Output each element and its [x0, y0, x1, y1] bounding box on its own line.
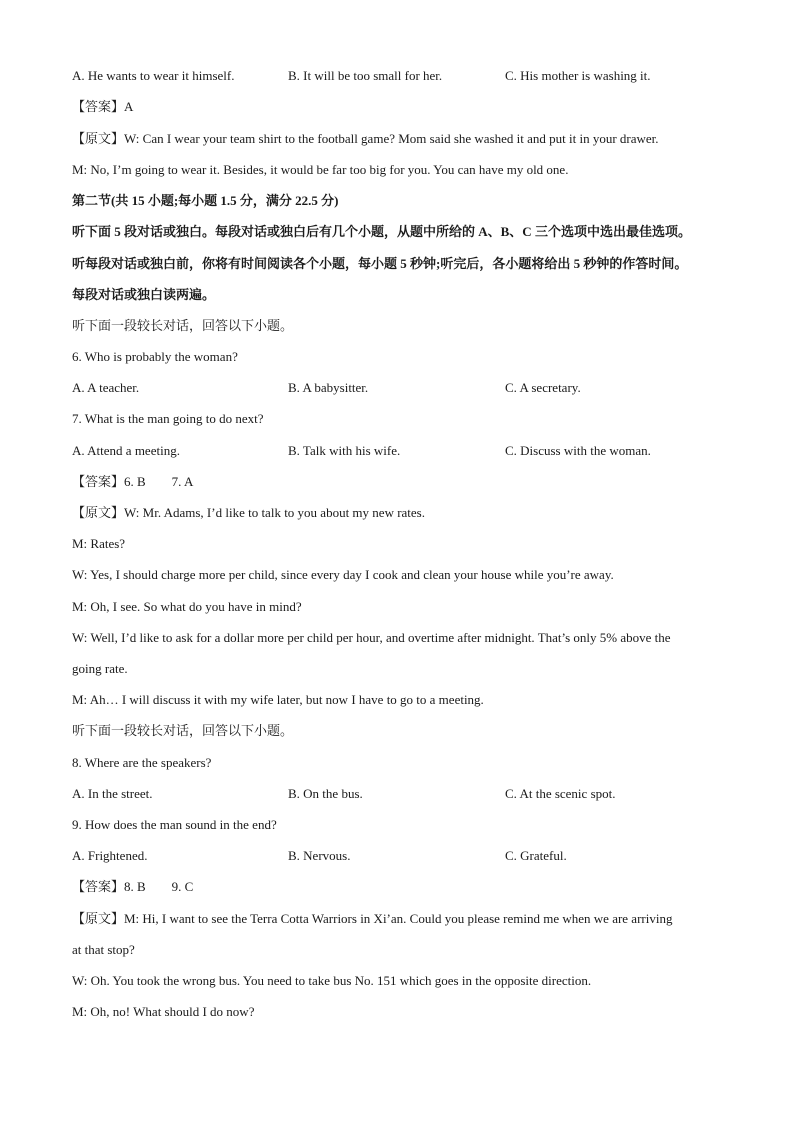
- q9-option-b: B. Nervous.: [288, 848, 351, 863]
- q5-option-c: C. His mother is washing it.: [505, 68, 651, 83]
- answer-q5: 【答案】A: [72, 99, 134, 114]
- q7-stem: 7. What is the man going to do next?: [72, 411, 264, 426]
- answer-q6-q7: [72, 473, 732, 491]
- transcript-q6-q7-line-7: M: Ah… I will discuss it with my wife later, but now I have to go to a meeting.: [72, 692, 484, 707]
- q5-option-a: A. He wants to wear it himself.: [72, 68, 235, 83]
- answer-q8-q9: [72, 878, 732, 896]
- q6-stem: 6. Who is probably the woman?: [72, 349, 238, 364]
- q7-option-b: B. Talk with his wife.: [288, 443, 401, 458]
- answer-q9: 9. C: [171, 879, 194, 894]
- section-2-instruction-2: 听每段对话或独白前，你将有时间阅读各个小题，每小题 5 秒钟;听完后，各小题将给出 5 秒钟的作答时间。: [72, 256, 688, 271]
- q8-stem: 8. Where are the speakers?: [72, 755, 212, 770]
- q9-option-c: C. Grateful.: [505, 848, 567, 863]
- section-2-instruction-3: 每段对话或独白读两遍。: [72, 287, 216, 302]
- q6-option-a: A. A teacher.: [72, 380, 140, 395]
- q8-option-b: B. On the bus.: [288, 786, 363, 801]
- q9-stem: 9. How does the man sound in the end?: [72, 817, 277, 832]
- transcript-q6-q7-line-3: W: Yes, I should charge more per child, since every day I cook and clean your house while you’re away.: [72, 567, 614, 582]
- section-2-instruction-1: 听下面 5 段对话或独白。每段对话或独白后有几个小题，从题中所给的 A、B、C 三个选项中选出最佳选项。: [72, 224, 691, 239]
- transcript-q6-q7-line-5: W: Well, I’d like to ask for a dollar more per child per hour, and overtime after midnight. That’s only 5% above the: [72, 630, 671, 645]
- q5-option-b: B. It will be too small for her.: [288, 68, 443, 83]
- transcript-q8-q9-line-1: 【原文】M: Hi, I want to see the Terra Cotta Warriors in Xi’an. Could you please remind me when we are arriving: [72, 911, 673, 926]
- answer-q8: 【答案】8. B: [72, 879, 146, 894]
- answer-q6: 【答案】6. B: [72, 474, 146, 489]
- q9-option-a: A. Frightened.: [72, 848, 148, 863]
- transcript-q6-q7-line-2: M: Rates?: [72, 536, 126, 551]
- q6-option-b: B. A babysitter.: [288, 380, 369, 395]
- transcript-q6-q7-line-4: M: Oh, I see. So what do you have in mind?: [72, 599, 302, 614]
- dialogue-lead-1: 听下面一段较长对话，回答以下小题。: [72, 318, 294, 333]
- transcript-q5-line-1: 【原文】W: Can I wear your team shirt to the football game? Mom said she washed it and put it in your drawer.: [72, 131, 659, 146]
- q6-option-c: C. A secretary.: [505, 380, 581, 395]
- transcript-q8-q9-line-2: at that stop?: [72, 942, 135, 957]
- q7-option-a: A. Attend a meeting.: [72, 443, 180, 458]
- q8-option-a: A. In the street.: [72, 786, 153, 801]
- transcript-q6-q7-line-6: going rate.: [72, 661, 128, 676]
- dialogue-lead-2: 听下面一段较长对话，回答以下小题。: [72, 723, 294, 738]
- q7-option-c: C. Discuss with the woman.: [505, 443, 651, 458]
- q8-option-c: C. At the scenic spot.: [505, 786, 616, 801]
- transcript-q6-q7-line-1: 【原文】W: Mr. Adams, I’d like to talk to you about my new rates.: [72, 505, 425, 520]
- transcript-q8-q9-line-3: W: Oh. You took the wrong bus. You need to take bus No. 151 which goes in the opposite direction.: [72, 973, 592, 988]
- answer-q7: 7. A: [171, 474, 194, 489]
- transcript-q5-line-2: M: No, I’m going to wear it. Besides, it would be far too big for you. You can have my old one.: [72, 162, 569, 177]
- section-2-title: 第二节(共 15 小题;每小题 1.5 分，满分 22.5 分): [72, 193, 339, 208]
- transcript-q8-q9-line-4: M: Oh, no! What should I do now?: [72, 1004, 255, 1019]
